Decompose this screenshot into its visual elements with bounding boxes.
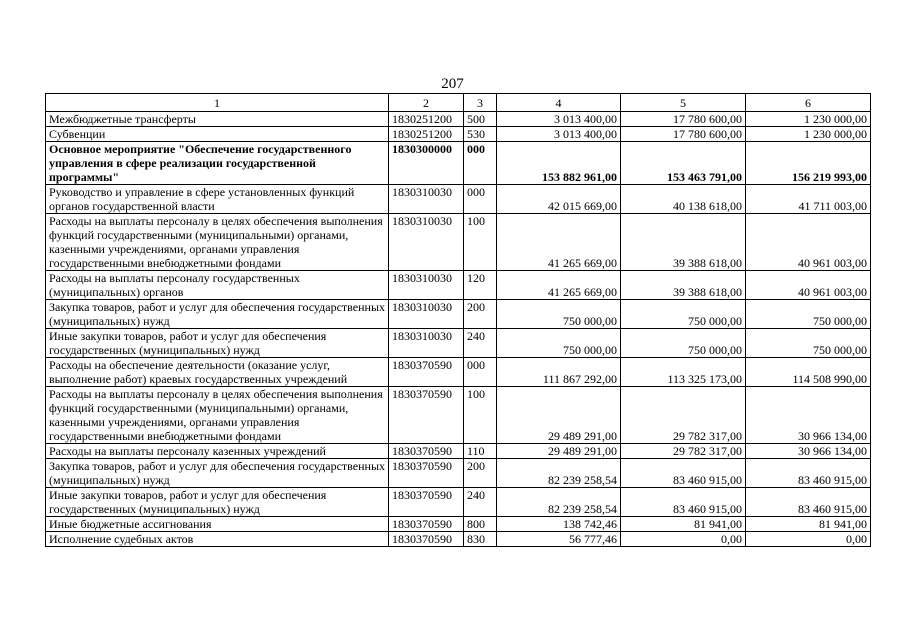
amount-col-4: 3 013 400,00 bbox=[497, 112, 621, 127]
target-article-code: 1830370590 bbox=[389, 517, 464, 532]
row-name: Закупка товаров, работ и услуг для обеспечения государственных (муниципальных) нужд bbox=[46, 459, 389, 488]
target-article-code: 1830370590 bbox=[389, 444, 464, 459]
amount-col-6: 114 508 990,00 bbox=[746, 358, 871, 387]
target-article-code: 1830370590 bbox=[389, 488, 464, 517]
amount-col-5: 83 460 915,00 bbox=[621, 459, 746, 488]
expense-type-code: 830 bbox=[464, 532, 497, 547]
amount-col-4: 56 777,46 bbox=[497, 532, 621, 547]
amount-col-6: 30 966 134,00 bbox=[746, 444, 871, 459]
row-name: Иные закупки товаров, работ и услуг для обеспечения государственных (муниципальных) нужд bbox=[46, 329, 389, 358]
amount-col-5: 750 000,00 bbox=[621, 300, 746, 329]
row-name: Расходы на выплаты персоналу в целях обеспечения выполнения функций государственными (муниципальными) органами, казенными учреждениями, органами управления государственными внебюджетными фондами bbox=[46, 387, 389, 444]
target-article-code: 1830251200 bbox=[389, 112, 464, 127]
amount-col-6: 1 230 000,00 bbox=[746, 112, 871, 127]
table-row bbox=[46, 271, 871, 300]
amount-col-6: 40 961 003,00 bbox=[746, 271, 871, 300]
table-row bbox=[46, 127, 871, 142]
expense-type-code: 100 bbox=[464, 387, 497, 444]
target-article-code: 1830300000 bbox=[389, 142, 464, 185]
column-number: 4 bbox=[497, 94, 621, 112]
amount-col-6: 83 460 915,00 bbox=[746, 488, 871, 517]
amount-col-5: 40 138 618,00 bbox=[621, 185, 746, 214]
target-article-code: 1830310030 bbox=[389, 214, 464, 271]
row-name: Закупка товаров, работ и услуг для обеспечения государственных (муниципальных) нужд bbox=[46, 300, 389, 329]
table-row bbox=[46, 214, 871, 271]
amount-col-6: 1 230 000,00 bbox=[746, 127, 871, 142]
expense-type-code: 240 bbox=[464, 329, 497, 358]
amount-col-4: 111 867 292,00 bbox=[497, 358, 621, 387]
row-name: Расходы на выплаты персоналу в целях обеспечения выполнения функций государственными (муниципальными) органами, казенными учреждениями, органами управления государственными внебюджетными фондами bbox=[46, 214, 389, 271]
target-article-code: 1830251200 bbox=[389, 127, 464, 142]
target-article-code: 1830310030 bbox=[389, 300, 464, 329]
amount-col-6: 81 941,00 bbox=[746, 517, 871, 532]
amount-col-4: 42 015 669,00 bbox=[497, 185, 621, 214]
expense-type-code: 530 bbox=[464, 127, 497, 142]
amount-col-5: 17 780 600,00 bbox=[621, 127, 746, 142]
target-article-code: 1830370590 bbox=[389, 358, 464, 387]
table-row bbox=[46, 517, 871, 532]
amount-col-6: 40 961 003,00 bbox=[746, 214, 871, 271]
table-row bbox=[46, 185, 871, 214]
column-number-row bbox=[46, 94, 871, 112]
amount-col-4: 82 239 258,54 bbox=[497, 459, 621, 488]
column-number: 5 bbox=[621, 94, 746, 112]
amount-col-4: 153 882 961,00 bbox=[497, 142, 621, 185]
table-row bbox=[46, 358, 871, 387]
amount-col-6: 0,00 bbox=[746, 532, 871, 547]
amount-col-5: 0,00 bbox=[621, 532, 746, 547]
row-name: Основное мероприятие "Обеспечение государственного управления в сфере реализации государственной программы" bbox=[46, 142, 389, 185]
amount-col-6: 83 460 915,00 bbox=[746, 459, 871, 488]
column-number: 3 bbox=[464, 94, 497, 112]
amount-col-5: 81 941,00 bbox=[621, 517, 746, 532]
column-number: 2 bbox=[389, 94, 464, 112]
row-name: Руководство и управление в сфере установленных функций органов государственной власти bbox=[46, 185, 389, 214]
column-number: 1 bbox=[46, 94, 389, 112]
amount-col-6: 30 966 134,00 bbox=[746, 387, 871, 444]
budget-table bbox=[45, 93, 871, 547]
column-number: 6 bbox=[746, 94, 871, 112]
amount-col-4: 29 489 291,00 bbox=[497, 387, 621, 444]
table-row bbox=[46, 329, 871, 358]
row-name: Иные бюджетные ассигнования bbox=[46, 517, 389, 532]
expense-type-code: 240 bbox=[464, 488, 497, 517]
target-article-code: 1830370590 bbox=[389, 532, 464, 547]
amount-col-5: 153 463 791,00 bbox=[621, 142, 746, 185]
target-article-code: 1830310030 bbox=[389, 329, 464, 358]
expense-type-code: 200 bbox=[464, 459, 497, 488]
expense-type-code: 800 bbox=[464, 517, 497, 532]
amount-col-5: 750 000,00 bbox=[621, 329, 746, 358]
amount-col-4: 138 742,46 bbox=[497, 517, 621, 532]
amount-col-6: 41 711 003,00 bbox=[746, 185, 871, 214]
expense-type-code: 000 bbox=[464, 185, 497, 214]
amount-col-4: 3 013 400,00 bbox=[497, 127, 621, 142]
amount-col-4: 750 000,00 bbox=[497, 300, 621, 329]
amount-col-5: 83 460 915,00 bbox=[621, 488, 746, 517]
row-name: Исполнение судебных актов bbox=[46, 532, 389, 547]
row-name: Расходы на выплаты персоналу казенных учреждений bbox=[46, 444, 389, 459]
table-row bbox=[46, 387, 871, 444]
row-name: Субвенции bbox=[46, 127, 389, 142]
amount-col-4: 82 239 258,54 bbox=[497, 488, 621, 517]
table-row bbox=[46, 300, 871, 329]
amount-col-5: 39 388 618,00 bbox=[621, 271, 746, 300]
table-row bbox=[46, 142, 871, 185]
row-name: Расходы на выплаты персоналу государственных (муниципальных) органов bbox=[46, 271, 389, 300]
amount-col-6: 156 219 993,00 bbox=[746, 142, 871, 185]
table-row bbox=[46, 532, 871, 547]
expense-type-code: 000 bbox=[464, 142, 497, 185]
table-row bbox=[46, 444, 871, 459]
amount-col-5: 39 388 618,00 bbox=[621, 214, 746, 271]
budget-table-body bbox=[46, 94, 871, 547]
table-row bbox=[46, 112, 871, 127]
target-article-code: 1830370590 bbox=[389, 387, 464, 444]
row-name: Расходы на обеспечение деятельности (оказание услуг, выполнение работ) краевых государственных учреждений bbox=[46, 358, 389, 387]
amount-col-4: 29 489 291,00 bbox=[497, 444, 621, 459]
amount-col-4: 750 000,00 bbox=[497, 329, 621, 358]
page-number: 207 bbox=[441, 76, 464, 92]
amount-col-6: 750 000,00 bbox=[746, 329, 871, 358]
amount-col-4: 41 265 669,00 bbox=[497, 271, 621, 300]
target-article-code: 1830310030 bbox=[389, 185, 464, 214]
row-name: Межбюджетные трансферты bbox=[46, 112, 389, 127]
expense-type-code: 110 bbox=[464, 444, 497, 459]
target-article-code: 1830310030 bbox=[389, 271, 464, 300]
expense-type-code: 100 bbox=[464, 214, 497, 271]
amount-col-5: 29 782 317,00 bbox=[621, 387, 746, 444]
amount-col-5: 113 325 173,00 bbox=[621, 358, 746, 387]
amount-col-6: 750 000,00 bbox=[746, 300, 871, 329]
table-row bbox=[46, 488, 871, 517]
expense-type-code: 200 bbox=[464, 300, 497, 329]
expense-type-code: 000 bbox=[464, 358, 497, 387]
expense-type-code: 500 bbox=[464, 112, 497, 127]
amount-col-5: 29 782 317,00 bbox=[621, 444, 746, 459]
target-article-code: 1830370590 bbox=[389, 459, 464, 488]
expense-type-code: 120 bbox=[464, 271, 497, 300]
amount-col-5: 17 780 600,00 bbox=[621, 112, 746, 127]
table-row bbox=[46, 459, 871, 488]
amount-col-4: 41 265 669,00 bbox=[497, 214, 621, 271]
row-name: Иные закупки товаров, работ и услуг для обеспечения государственных (муниципальных) нужд bbox=[46, 488, 389, 517]
